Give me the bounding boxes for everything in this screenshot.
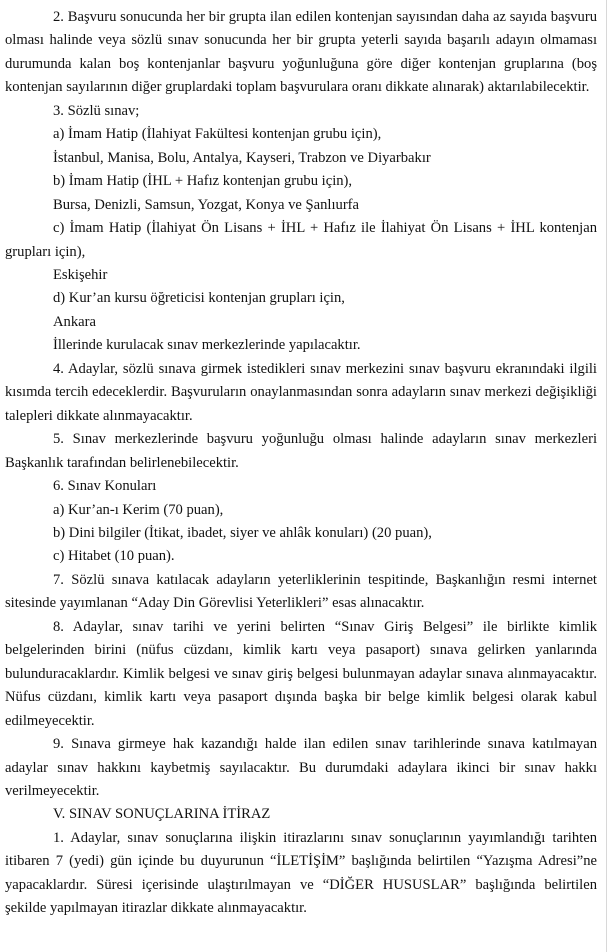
- cities-d: Ankara: [53, 313, 96, 330]
- paragraph-6-konular: 6. Sınav Konuları: [53, 478, 157, 495]
- item-a-imam-hatip: a) İmam Hatip (İlahiyat Fakültesi kontenjan grubu için),: [53, 126, 382, 143]
- paragraph-2-kontenjan: 2. Başvuru sonucunda her bir grupta ilan edilen kontenjan sayısından daha az sayıda başvuru olması halinde veya sözlü sınav sonucunda her bir grupta yeterli sayıda başarılı adayın olmaması durumunda kalan boş kontenjanlar başvuru yoğunluğuna göre diğer kontenjan gruplarına (boş kontenjan sayılarının diğer gruplardaki toplam başvurulara oranı dikkate alınarak) aktarılabilecektir.: [5, 9, 597, 96]
- cities-c: Eskişehir: [53, 266, 108, 283]
- paragraph-8-kimlik: 8. Adaylar, sınav tarihi ve yerini belirten “Sınav Giriş Belgesi” ile birlikte kimlik belgelerinden birini (nüfus cüzdanı, kimlik kartı veya pasaport) sınava gelirken yanlarında bulunduracaklardır. Kimlik belgesi ve sınav giriş belgesi bulunmayan adaylar sınava alınmayacaktır. Nüfus cüzdanı, kimlik kartı veya pasaport dışında başka bir belge kimlik belgesi olarak kabul edilmeyecektir.: [5, 618, 597, 729]
- item-b-imam-hatip: b) İmam Hatip (İHL + Hafız kontenjan grubu için),: [53, 173, 353, 190]
- paragraph-9-hak-kaybi: 9. Sınava girmeye hak kazandığı halde ilan edilen sınav tarihlerinde sınava katılmayan adaylar sınav hakkını kaybetmiş sayılacaktır. Bu durumdaki adaylara ikinci bir sınav hakkı verilmeyecektir.: [5, 736, 597, 799]
- paragraph-7-yeterlik: 7. Sözlü sınava katılacak adayların yeterliklerinin tespitinde, Başkanlığın resmi internet sitesinde yayımlanan “Aday Din Görevlisi Yeterlikleri” esas alınacaktır.: [5, 571, 597, 612]
- paragraph-3-sozlu-sinav: 3. Sözlü sınav;: [53, 102, 140, 119]
- item-d-kuran-kursu: d) Kur’an kursu öğreticisi kontenjan grupları için,: [53, 290, 345, 307]
- topic-a: a) Kur’an-ı Kerim (70 puan),: [53, 501, 224, 518]
- topic-c: c) Hitabet (10 puan).: [53, 548, 175, 565]
- paragraph-4-tercih: 4. Adaylar, sözlü sınava girmek istedikleri sınav merkezini sınav başvuru ekranındaki ilgili kısımda tercih edeceklerdir. Başvuruların onaylanmasından sonra adayların sınav merkezi değişikliği talepleri dikkate alınmayacaktır.: [5, 360, 597, 424]
- paragraph-itiraz-1: 1. Adaylar, sınav sonuçlarına ilişkin itirazlarını sınav sonuçlarının yayımlandığı tarihten itibaren 7 (yedi) gün içinde bu duyurunun “İLETİŞİM” başlığında belirtilen “Yazışma Adresi”ne yapacaklardır. Süresi içerisinde ulaştırılmayan ve “DİĞER HUSUSLAR” başlığında belirtilen şekilde yapılmayan itirazlar dikkate alınmayacaktır.: [5, 829, 597, 917]
- cities-b: Bursa, Denizli, Samsun, Yozgat, Konya ve Şanlıurfa: [53, 196, 360, 213]
- document-body: [5, 6, 597, 921]
- topic-b: b) Dini bilgiler (İtikat, ibadet, siyer ve ahlâk konuları) (20 puan),: [53, 524, 432, 541]
- cities-a: İstanbul, Manisa, Bolu, Antalya, Kayseri, Trabzon ve Diyarbakır: [53, 149, 431, 166]
- item-c-imam-hatip: c) İmam Hatip (İlahiyat Ön Lisans + İHL + Hafız ile İlahiyat Ön Lisans + İHL kontenjan grupları için),: [5, 220, 597, 260]
- exam-centers-note: İllerinde kurulacak sınav merkezlerinde yapılacaktır.: [53, 337, 361, 354]
- paragraph-5-yogunluk: 5. Sınav merkezlerinde başvuru yoğunluğu olması halinde adayların sınav merkezleri Başkanlık tarafından belirlenebilecektir.: [5, 431, 597, 471]
- section-heading-itiraz: V. SINAV SONUÇLARINA İTİRAZ: [53, 806, 271, 823]
